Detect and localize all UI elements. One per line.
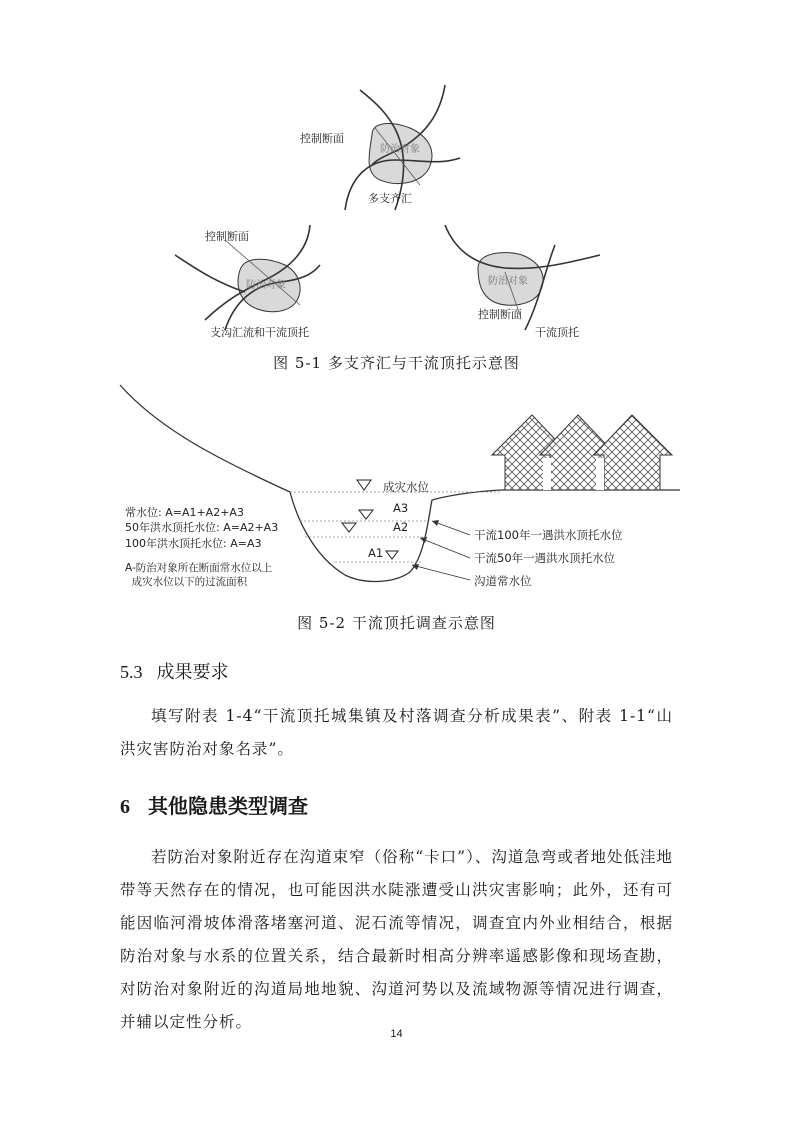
disaster-level-label: 成灾水位 xyxy=(383,480,429,494)
figure-5-2-caption: 图 5-2 干流顶托调查示意图 xyxy=(297,614,496,632)
legend-normal-level: 常水位: A=A1+A2+A3 xyxy=(125,506,244,519)
label-normal-level: 沟道常水位 xyxy=(474,574,532,588)
houses-icon xyxy=(492,415,672,490)
area-label-a3: A3 xyxy=(393,501,409,515)
control-section-label: 控制断面 xyxy=(205,230,249,243)
section-6-body xyxy=(120,841,673,1039)
arrow-flood50 xyxy=(420,538,470,558)
control-section-label: 控制断面 xyxy=(478,308,522,321)
page-number: 14 xyxy=(390,1028,403,1040)
section-title: 其他隐患类型调查 xyxy=(148,794,308,818)
diagram-cross-section xyxy=(120,385,680,588)
tributary-backwater-label: 支沟汇流和干流顶托 xyxy=(210,326,309,339)
note-line-1: A-防治对象所在断面常水位以上 xyxy=(125,562,273,574)
protected-object-label: 防治对象 xyxy=(380,144,420,155)
section-5-3-heading xyxy=(120,658,229,684)
paragraph: 若防治对象附近存在沟道束窄（俗称“卡口”）、沟道急弯或者地处低洼地带等天然存在的情况，也可能因洪水陡涨遭受山洪灾害影响；此外，还有可能因临河滑坡体滑落堵塞河道、泥石流等情况，调查宜内外业相结合，根据防治对象与水系的位置关系，结合最新时相高分辨率遥感影像和现场查勘，对防治对象附近的沟道局地地貌、沟道河势以及流域物源等情况进行调查，并辅以定性分析。 xyxy=(120,848,673,1031)
mainstream-backwater-label: 干流顶托 xyxy=(535,326,579,339)
multi-tributary-label: 多支齐汇 xyxy=(368,192,412,205)
paragraph: 填写附表 1-4“干流顶托城集镇及村落调查分析成果表”、附表 1-1“山洪灾害防治对象名录”。 xyxy=(120,707,673,758)
control-section-label: 控制断面 xyxy=(300,132,344,145)
diagram-multi-tributary xyxy=(300,85,460,210)
section-title: 成果要求 xyxy=(156,662,229,683)
area-label-a1: A1 xyxy=(368,546,384,560)
legend-flood50: 50年洪水顶托水位: A=A2+A3 xyxy=(125,521,279,534)
arrow-normal xyxy=(412,565,470,580)
note-line-2: 成灾水位以下的过流面积 xyxy=(125,576,248,588)
label-flood50: 干流50年一遇洪水顶托水位 xyxy=(474,551,616,565)
figure-5-1-caption: 图 5-1 多支齐汇与干流顶托示意图 xyxy=(273,354,520,372)
protected-object-label: 防治对象 xyxy=(246,280,286,291)
label-flood100: 干流100年一遇洪水顶托水位 xyxy=(474,528,623,542)
area-label-a2: A2 xyxy=(393,520,409,534)
section-number: 5.3 xyxy=(120,662,143,682)
section-number: 6 xyxy=(120,796,130,818)
section-5-3-body xyxy=(120,700,673,766)
legend-flood100: 100年洪水顶托水位: A=A3 xyxy=(125,537,262,550)
diagram-mainstream-backwater xyxy=(445,225,600,339)
protected-object-label: 防治对象 xyxy=(488,276,528,287)
diagram-tributary-backwater xyxy=(175,225,320,339)
section-6-heading xyxy=(120,790,308,819)
river-line xyxy=(175,255,245,292)
